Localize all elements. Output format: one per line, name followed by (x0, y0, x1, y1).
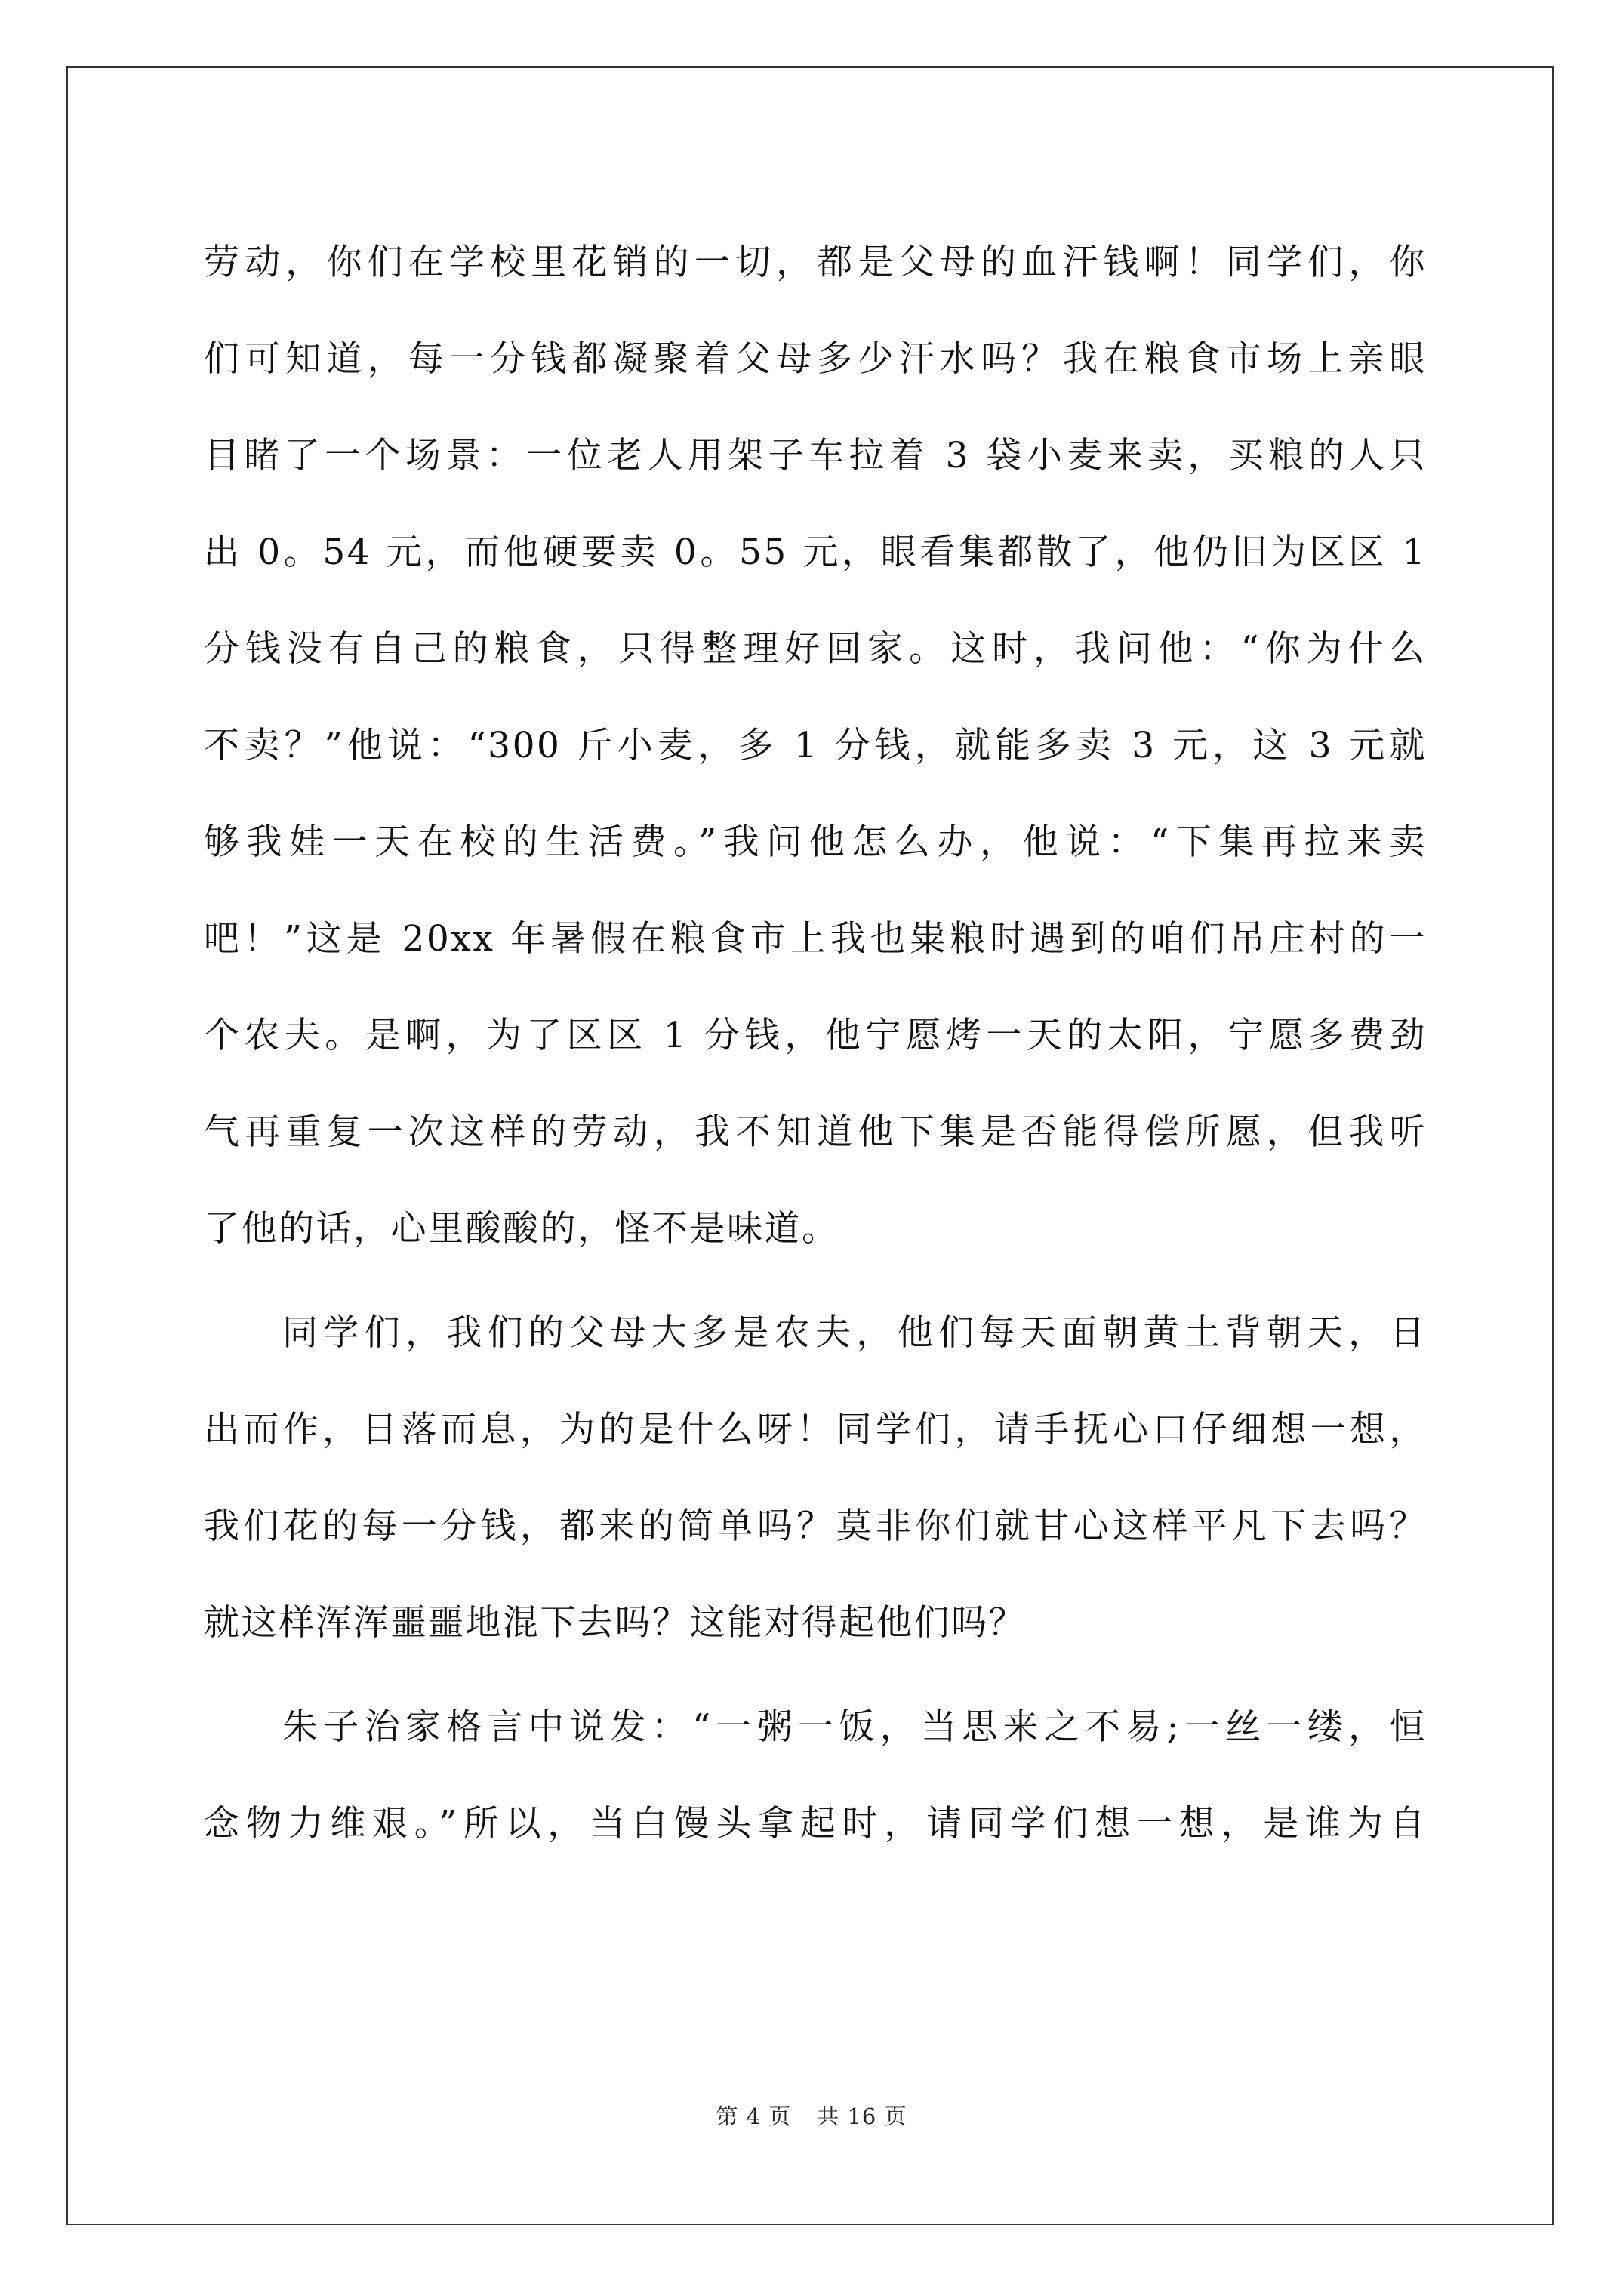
text-line: 了他的话，心里酸酸的，怪不是味道。 (204, 1208, 839, 1250)
page-number: 第 4 页 (716, 2103, 792, 2129)
text-line: 分钱没有自己的粮食，只得整理好回家。这时，我问他：“你为什么 (204, 628, 1427, 670)
text-line: 不卖？”他说：“300 斤小麦，多 1 分钱，就能多卖 3 元，这 3 元就 (204, 725, 1427, 766)
document-body (204, 214, 1427, 1872)
text-line: 我们花的每一分钱，都来的简单吗？莫非你们就甘心这样平凡下去吗？ (204, 1505, 1427, 1547)
text-line: 劳动，你们在学校里花销的一切，都是父母的血汗钱啊！同学们，你 (204, 242, 1427, 283)
text-line: 们可知道，每一分钱都凝聚着父母多少汗水吗？我在粮食市场上亲眼 (204, 338, 1427, 380)
text-line: 吧！”这是 20xx 年暑假在粮食市上我也粜粮时遇到的咱们吊庄村的一 (204, 918, 1427, 960)
text-line: 念物力维艰。”所以，当白馒头拿起时，请同学们想一想，是谁为自 (204, 1803, 1427, 1845)
paragraph-first-line: 同学们，我们的父母大多是农夫，他们每天面朝黄土背朝天，日 (282, 1312, 1427, 1354)
text-line: 够我娃一天在校的生活费。”我问他怎么办，他说：“下集再拉来卖 (204, 821, 1427, 863)
text-line: 就这样浑浑噩噩地混下去吗？这能对得起他们吗？ (204, 1602, 1026, 1644)
text-line: 出 0。54 元，而他硬要卖 0。55 元，眼看集都散了，他仍旧为区区 1 (204, 532, 1427, 573)
text-line: 出而作，日落而息，为的是什么呀！同学们，请手抚心口仔细想一想， (204, 1409, 1427, 1450)
text-line: 气再重复一次这样的劳动，我不知道他下集是否能得偿所愿，但我听 (204, 1111, 1427, 1153)
text-line: 个农夫。是啊，为了区区 1 分钱，他宁愿烤一天的太阳，宁愿多费劲 (204, 1015, 1427, 1056)
page-footer (0, 2100, 1623, 2131)
page-total: 共 16 页 (817, 2103, 907, 2129)
text-line: 目睹了一个场景：一位老人用架子车拉着 3 袋小麦来卖，买粮的人只 (204, 435, 1427, 476)
paragraph-first-line: 朱子治家格言中说发：“一粥一饭，当思来之不易;一丝一缕，恒 (282, 1706, 1427, 1748)
